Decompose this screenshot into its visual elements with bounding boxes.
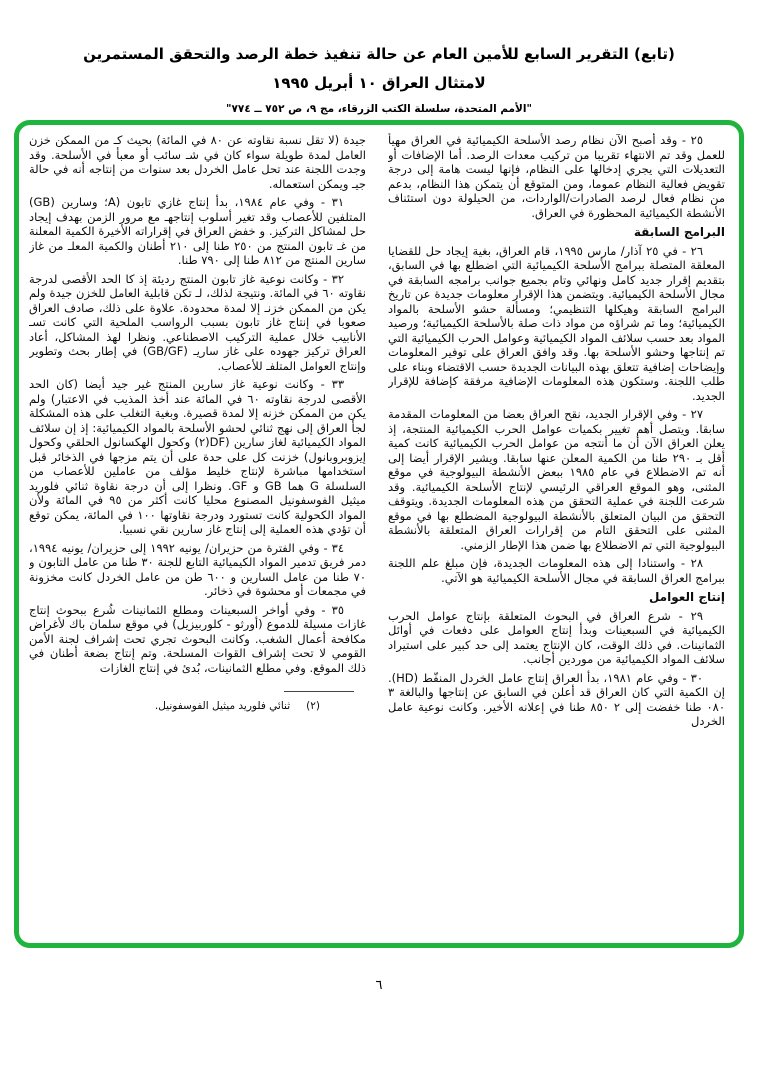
text-block: ٣٤ - وفي الفترة من حزيران/ يونيه ١٩٩٢ إلى حزيران/ يونيه ١٩٩٤، دمر فريق تدمير المواد الكيميائية التابع للجنة ٣٠ طنا من عامل التابون و ٧٠ طنا من عامل السارين و ٦٠٠ طن من عامل الخردل كانت مخزونة في مجمعات أو محشوة في ذخائر. [29, 540, 366, 598]
footnote-area [29, 691, 366, 714]
text-block: ٣٢ - وكانت نوعية غاز تابون المنتج رديئة إذ كا الحد الأقصى لدرجة نقاوته ٦٠ في المائة. ونتيجة لذلك، لـ تكن قابلية العامل للخزن جيدة ولم يكن من الممكن خزنـ إلا لمدة محدودة. علاوة على ذلك، صادف العراق صعوبا في إنتاج غاز تابون بسبب الرواسب الملحية التي كانت تسـ الأنابيب خلال عملية التركيب الاصطناعي. ونظرا لهذ المشاكل، أعاد العراق تركيز جهوده على غاز ساريـ (GB/GF) في إطار بحث وتطوير وإنتاج العوامل المتلفـ للأعصاب. [29, 271, 366, 373]
text-column-left [29, 133, 366, 939]
text-block: ٢٦ - في ٢٥ آذار/ مارس ١٩٩٥، قام العراق، بغية إيجاد حل للقضايا المعلقة المتصلة ببرامج الأسلحة الكيميائية التي اضطلع بها في السابق، بتقديم إقرار جديد كامل ونهائي وتام بجميع جوانب برامجه السابقة في مجال الأسلحة الكيميائية. ويتضمن هذا الإقرار معلومات جديدة عن تاريخ البرامج السابقة وهيكلها التنظيمي؛ ومسألة حشو الأسلحة بالمواد الكيميائية؛ وما تم شراؤه من مواد ذات صلة بالأسلحة الكيميائية؛ ورصيد المواد بعد حسب سلائف المواد الكيميائية وعوامل الحرب الكيميائية التي تم إنتاجها وحشو الأسلحة بها. وقد وافق العراق على توفير المعلومات وإيضاحات إضافية تتعلق بهذه البيانات الجديدة حسب الاقتضاء وبناء على طلب اللجنة. وستكون هذه المعلومات الإضافية مرفقة كإضافة للإقرار الجديد. [388, 243, 725, 403]
document-header [0, 0, 758, 115]
text-block: ٣١ - وفي عام ١٩٨٤، بدأ إنتاج غازي تابون (A؛ وسارين (GB) المتلفين للأعصاب وقد تغير أسلوب إنتاجهـ مع مرور الزمن بهدف إيجاد حل لمشاكل التركيز. و خفض العراق في إقراراته الأخيرة الكمية المعلنة من غـ تابون المنتج من ٢٥٠ طنا إلى ٢١٠ أطنان والكمية المعلـ من غاز سارين المنتج من ٨١٢ طنا إلى ٧٩٠ طنا. [29, 195, 366, 267]
text-block: ٢٥ - وقد أصبح الآن نظام رصد الأسلحة الكيميائية في العراق مهيأ للعمل وقد تم الانتهاء تقريبا من تركيب معدات الرصد. أما الإضافات أو التعديلات التي يجري إدخالها على النظام، فإنها ليست هامة إلى درجة تقويض فعالية النظام عموما، ومن المتوقع أن يتمكن هذا النظام، بدعم من نظام فعال لرصد الصادرات/الواردات، من الحيلولة دون استئناف الأنشطة الكيميائية المحظورة في العراق. [388, 133, 725, 220]
text-block: جيدة (لا تقل نسبة نقاوته عن ٨٠ في المائة) بحيث كـ من الممكن خزن العامل لمدة طويلة سواء كان في شـ سائب أو معبأ في الأسلحة. وقد وجدت اللجنة عند تحل عامل الخردل بعد سنوات من إنتاجه أنه في حالة جيـ ويمكن استعماله. [29, 133, 366, 191]
footnote-separator-rule [284, 691, 354, 692]
text-block: ٣٥ - وفي أواخر السبعينات ومطلع الثمانينات شُرع ببحوث إنتاج غازات مسيلة للدموع (أورثو - كلوربيزيل) في موقع سلمان باك لأغراض مكافحة أعمال الشغب. وكانت البحوث تجري تحت إشراف لجنة الأمن القومي لا تحت إشراف القوات المسلحة. وتم إنتاج بضعة أطنان في ذلك الموقع. وفي مطلع الثمانينات، بُدئ في إنتاج الغازات [29, 602, 366, 675]
text-block: ٢٨ - واستنادا إلى هذه المعلومات الجديدة، فإن مبلغ علم اللجنة ببرامج العراق السابقة في مجال الأسلحة الكيميائية هو الآتي. [388, 556, 725, 585]
report-title-line2: لامتثال العراق ١٠ أبريل ١٩٩٥ [272, 73, 486, 92]
text-block: ٢٧ - وفي الإقرار الجديد، نقح العراق بعضا من المعلومات المقدمة سابقا. ويتصل أهم تغيير بكميات عوامل الحرب الكيميائية المنتجة، إذ يعلن العراق الآن أن ما أنتجه من عوامل الحرب الكيميائية كانت كمية أقل بـ ٢٩٠ طنا من الكمية المعلن عنها سابقا. ويشير الإقرار أيضا إلى أنه تم الاضطلاع في عام ١٩٨٥ ببعض الأنشطة البيولوجية في موقع المثنى، وهو الموقع العراقي الرئيسي لإنتاج الأسلحة الكيميائية. وقد شرعت اللجنة في عملية التحقق من هذه المعلومات الجديدة. ويتوقف التحقق من البيان المتعلق بالأنشطة البيولوجية المضطلع بها في موقع المثنى على التحقق التام من إقرارات العراق المتعلقة بالأنشطة البيولوجية التي تم الاضطلاع بها ضمن هذا الإطار الزمني. [388, 407, 725, 552]
text-block: ٣٠ - وفي عام ١٩٨١، بدأ العراق إنتاج عامل الخردل المنفّط (HD). إن الكمية التي كان العراق قد أعلن في السابق عن إنتاجها والبالغة ٣ ٠٨٠ طنا خفضت إلى ٢ ٨٥٠ طنا في إعلانه الأخير. وكانت نوعية عامل الخردل [388, 670, 725, 728]
footnote-marker: (٢) [306, 700, 320, 712]
source-citation: "الأمم المتحدة، سلسلة الكتب الزرقاء، مج ٩، ص ٧٥٢ ــ ٧٧٤" [226, 103, 532, 115]
two-column-body [29, 133, 725, 939]
report-title-line1: (تابع) التقرير السابع للأمين العام عن حالة تنفيذ خطة الرصد والتحقق المستمرين [83, 45, 675, 63]
text-block: ٢٩ - شرع العراق في البحوث المتعلقة بإنتاج عوامل الحرب الكيميائية في السبعينات وبدأ إنتاج العوامل على دفعات في أوائل الثمانينات. في ذلك الوقت، كان الإنتاج يعتمد إلى حد كبير على استيراد سلائف المواد الكيميائية من موردين أجانب. [388, 608, 725, 666]
text-block: ٣٣ - وكانت نوعية غاز سارين المنتج غير جيد أيضا (كان الحد الأقصى لدرجة نقاوته ٦٠ في المائة عند أخذ المذيب في الاعتبار) ولم يكن من الممكن خزنه إلا لمدة قصيرة. وبغية التغلب على هذه المشكلة لجأ العراق إلى نهج ثنائي لحشو الأسلحة بالمواد الكيميائية: إذ إن سلائف المواد الكيميائية لغاز سارين (DF(٢) وكحول الهكسانول الحلقي وكحول إيزوبروبانول) خزنت كل على حدة على أن يتم مزجها في الذخائر قبل استخدامها مباشرة لإنتاج خليط مؤلف من عاملين للأعصاب من السلسلة G هما GB و GF. ونظرا إلى أن درجة نقاوة ثنائي فلوريد ميثيل الفوسفونيل المصنوع محليا كانت أكثر من ٩٥ في المائة ولأن المواد الكحولية كانت تستورد ودرجة نقاوتها ١٠٠ في المائة، يمكن توقع أن تؤدي هذه العملية إلى إنتاج غاز سارين نقي نسبيا. [29, 377, 366, 536]
footnote-text: ثنائي فلوريد ميثيل الفوسفونيل. [154, 700, 291, 712]
page-number: ٦ [375, 978, 383, 993]
text-block: إنتاج العوامل [648, 590, 725, 604]
left-column-blocks [29, 133, 366, 675]
text-column-right [388, 133, 725, 939]
text-block: البرامج السابقة [633, 225, 725, 239]
green-annotation-box [14, 120, 744, 948]
footnote-line [29, 699, 366, 714]
